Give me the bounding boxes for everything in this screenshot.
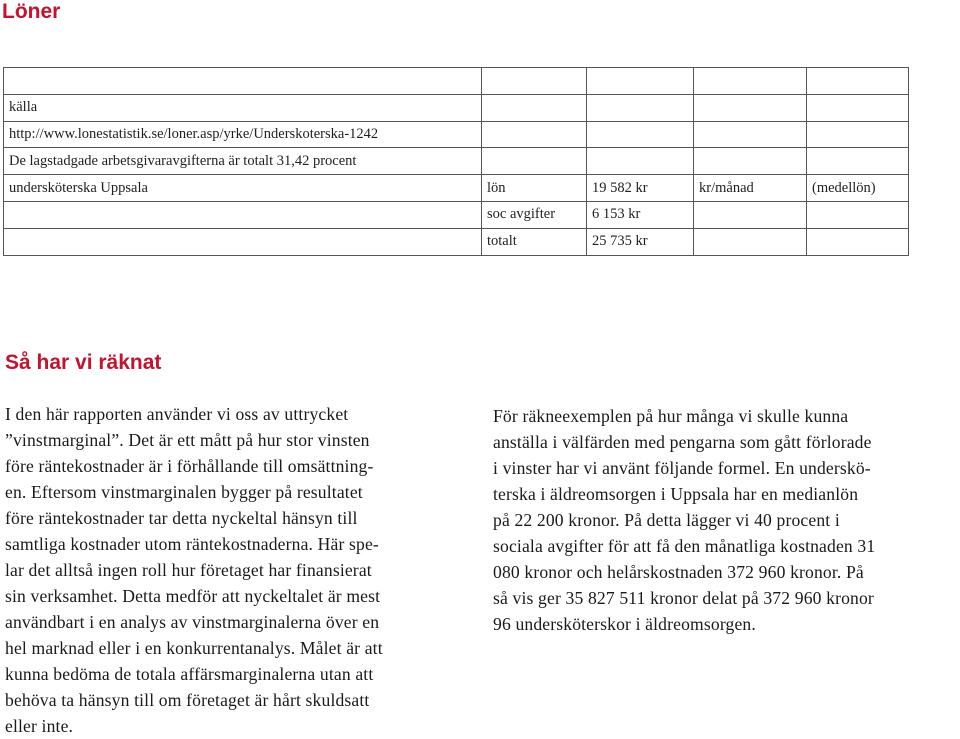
table-cell — [807, 148, 909, 175]
text-line: ”vinstmarginal”. Det är ett mått på hur stor vinsten — [5, 430, 370, 450]
table-cell — [587, 68, 694, 95]
table-cell: De lagstadgade arbetsgivaravgifterna är totalt 31,42 procent — [4, 148, 482, 175]
table-cell: soc avgifter — [482, 201, 587, 228]
table-cell: 19 582 kr — [587, 175, 694, 202]
table-row — [4, 68, 909, 95]
text-line: en. Eftersom vinstmarginalen bygger på resultatet — [5, 482, 363, 502]
table-cell — [694, 121, 807, 148]
table-cell: källa — [4, 94, 482, 121]
text-line: sociala avgifter för att få den månatliga kostnaden 31 — [493, 536, 876, 556]
text-line: på 22 200 kronor. På detta lägger vi 40 procent i — [493, 510, 840, 530]
table-row — [4, 121, 909, 148]
text-line: hel marknad eller i en konkurrentanalys. Målet är att — [5, 638, 383, 658]
page-title: Löner — [2, 0, 61, 23]
text-line: så vis ger 35 827 511 kronor delat på 372 960 kronor — [493, 588, 874, 608]
table-row — [4, 94, 909, 121]
formula-paragraph — [493, 403, 958, 637]
table-row — [4, 201, 909, 228]
text-line: 080 kronor och helårskostnaden 372 960 kronor. På — [493, 562, 864, 582]
text-line: användbart i en analys av vinstmarginalerna över en — [5, 612, 380, 632]
table-cell — [694, 94, 807, 121]
table-cell: 6 153 kr — [587, 201, 694, 228]
text-line: kunna bedöma de totala affärsmarginalerna utan att — [5, 664, 374, 684]
text-line: 96 undersköterskor i äldreomsorgen. — [493, 614, 756, 634]
table-cell — [694, 148, 807, 175]
text-line: terska i äldreomsorgen i Uppsala har en medianlön — [493, 484, 859, 504]
table-cell — [587, 94, 694, 121]
table-cell — [482, 68, 587, 95]
table-cell: http://www.lonestatistik.se/loner.asp/yrke/Underskoterska-1242 — [4, 121, 482, 148]
table-cell — [482, 121, 587, 148]
table-row — [4, 175, 909, 202]
text-line: i vinster har vi använt följande formel. En underskö- — [493, 458, 871, 478]
text-line: sin verksamhet. Detta medför att nyckeltalet är mest — [5, 586, 381, 606]
table-cell — [694, 228, 807, 255]
text-line: före räntekostnader är i förhållande till omsättning- — [5, 456, 374, 476]
table-cell — [807, 121, 909, 148]
table-cell — [482, 94, 587, 121]
table-cell: (medellön) — [807, 175, 909, 202]
table-cell — [694, 201, 807, 228]
table-cell — [587, 148, 694, 175]
text-line: eller inte. — [5, 716, 74, 736]
table-row — [4, 148, 909, 175]
table-cell — [807, 201, 909, 228]
table-cell: 25 735 kr — [587, 228, 694, 255]
table-cell — [694, 68, 807, 95]
table-cell — [807, 68, 909, 95]
table-cell — [587, 121, 694, 148]
table-cell: kr/månad — [694, 175, 807, 202]
table-cell — [807, 228, 909, 255]
text-line: I den här rapporten använder vi oss av uttrycket — [5, 404, 349, 424]
table-cell: undersköterska Uppsala — [4, 175, 482, 202]
table-cell — [482, 148, 587, 175]
table-row — [4, 228, 909, 255]
table-cell — [4, 228, 482, 255]
text-line: lar det alltså ingen roll hur företaget har finansierat — [5, 560, 372, 580]
text-line: samtliga kostnader utom räntekostnaderna. Här spe- — [5, 534, 379, 554]
text-line: För räkneexemplen på hur många vi skulle kunna — [493, 406, 849, 426]
text-line: före räntekostnader tar detta nyckeltal hänsyn till — [5, 508, 358, 528]
table-cell — [4, 201, 482, 228]
method-paragraph — [5, 401, 475, 739]
table-cell: lön — [482, 175, 587, 202]
source-table — [3, 67, 909, 256]
text-line: behöva ta hänsyn till om företaget är hårt skuldsatt — [5, 690, 370, 710]
text-line: anställa i välfärden med pengarna som gått förlorade — [493, 432, 872, 452]
section-title: Så har vi räknat — [5, 351, 162, 374]
table-cell: totalt — [482, 228, 587, 255]
table-cell — [4, 68, 482, 95]
table-cell — [807, 94, 909, 121]
